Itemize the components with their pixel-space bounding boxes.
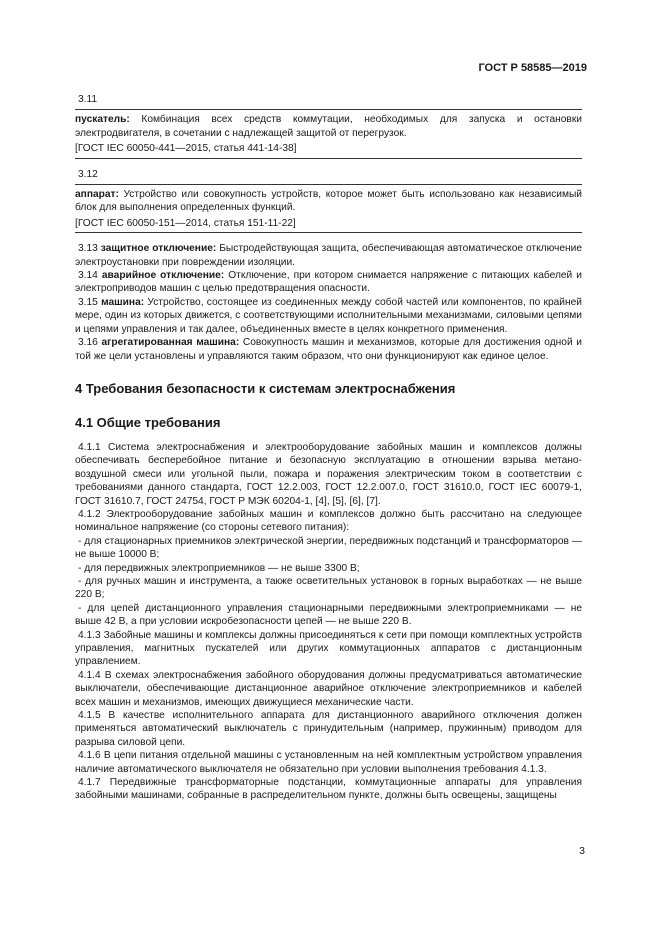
term-box [75,109,582,158]
term-name: аппарат: [75,189,119,201]
term-name: пускатель: [75,114,130,126]
term-definition: Совокупность машин и механизмов, которые для достижения одной и той же цели установлены и управляются таким образом, что они функционируют как единое целое. [75,337,582,362]
paragraph-4-1-6: 4.1.6 В цепи питания отдельной машины с установленным на ней комплектным устройством управления наличие автоматического выключателя не обязательно при условии выполнения требования 4.1.3. [75,750,582,775]
page-number: 3 [579,845,585,857]
term-3-16 [75,336,582,363]
term-number: 3.12 [78,168,98,180]
document-header: ГОСТ Р 58585—2019 [478,62,587,74]
term-3-14 [75,269,582,296]
list-item: - для ручных машин и инструмента, а также осветительных установок в горных выработках — не выше 220 В; [75,575,582,601]
paragraph-4-1-3: 4.1.3 Забойные машины и комплексы должны присоединяться к сети при помощи комплектных устройств управления, магнитных пускателей или других коммутационных аппаратов с дистанционным управлением. [75,629,582,668]
term-source: [ГОСТ IEC 60050-151—2014, статья 151-11-22] [75,217,296,229]
paragraph-4-1-5: 4.1.5 В качестве исполнительного аппарата для дистанционного аварийного отключения должен применяться автоматический выключатель с принудительным (например, пружинным) приводом для разрыва силовой цепи. [75,710,582,748]
term-definition: Устройство, состоящее из соединенных между собой частей или компонентов, по крайней мере, один из которых движется, с соответствующими исполнительными механизмами, силовыми цепями и цепями управления и так далее, объединенных вместе в целях конкретного применения. [75,296,582,335]
term-3-12 [75,168,582,234]
term-name: аварийное отключение: [101,270,225,282]
term-name: машина: [101,296,145,308]
term-3-11 [75,93,582,159]
term-definition: Комбинация всех средств коммутации, необходимых для запуска и остановки электродвигателя, в сочетании с надлежащей защитой от перегрузок. [75,114,582,139]
subsection-title: 4.1 Общие требования [75,414,221,430]
paragraph-4-1-7: 4.1.7 Передвижные трансформаторные подстанции, коммутационные аппараты для управления забойными машинами, собранные в распределительном пункте, должны быть освещены, защищены [75,777,582,802]
term-definition: Устройство или совокупность устройств, которое может быть использовано как независимый блок для выполнения определенных функций. [75,189,582,214]
term-name: защитное отключение: [100,243,217,255]
term-name: агрегатированная машина: [101,337,240,349]
term-3-15 [75,296,582,336]
list-item: - для цепей дистанционного управления стационарными передвижными электроприемниками — не выше 42 В, а при условии искробезопасности цепей — не выше 220 В. [75,602,582,628]
page-content [75,93,582,803]
term-definition: Быстродействующая защита, обеспечивающая автоматическое отключение электроустановки при повреждении изоляции. [75,243,582,268]
term-source: [ГОСТ IEC 60050-441—2015, статья 441-14-38] [75,143,297,155]
term-definition: Отключение, при котором снимается напряжение с питающих кабелей и электроприводов машин с целью предотвращения опасности. [75,270,582,295]
paragraph-4-1-4: 4.1.4 В схемах электроснабжения забойного оборудования должны предусматриваться автоматические выключатели, обеспечивающие дистанционное аварийное отключение электроприемников и кабелей всех машин и механизмов, имеющих движущиеся механические части. [75,669,582,708]
list-item: - для стационарных приемников электрической энергии, передвижных подстанций и трансформаторов — не выше 10000 В; [75,535,582,561]
term-number: 3.15 [78,296,98,308]
term-number: 3.13 [78,243,98,255]
term-3-13 [75,242,582,269]
paragraph-4-1-2: 4.1.2 Электрооборудование забойных машин и комплексов должно быть рассчитано на следующее номинальное напряжение (со стороны сетевого питания): [75,508,582,534]
term-number: 3.14 [78,270,98,282]
section-title: 4 Требования безопасности к системам электроснабжения [75,380,456,396]
term-number: 3.16 [78,337,98,349]
term-box [75,184,582,233]
term-number: 3.11 [78,94,98,105]
list-item: - для передвижных электроприемников — не выше 3300 В; [78,562,360,574]
paragraph-4-1-1: 4.1.1 Система электроснабжения и электрооборудование забойных машин и комплексов должны обеспечивать бесперебойное питание и безопасную эксплуатацию в отношении взрыва метано-воздушной смеси или угольной пыли, пожара и поражения электрическим током в соответствии с требованиями данного стандарта, ГОСТ 12.2.003, ГОСТ 12.2.007.0, ГОСТ 31610.0, ГОСТ IEC 60079-1, ГОСТ 31610.7, ГОСТ 24754, ГОСТ Р МЭК 60204-1, [4], [5], [6], [7]. [75,441,582,507]
